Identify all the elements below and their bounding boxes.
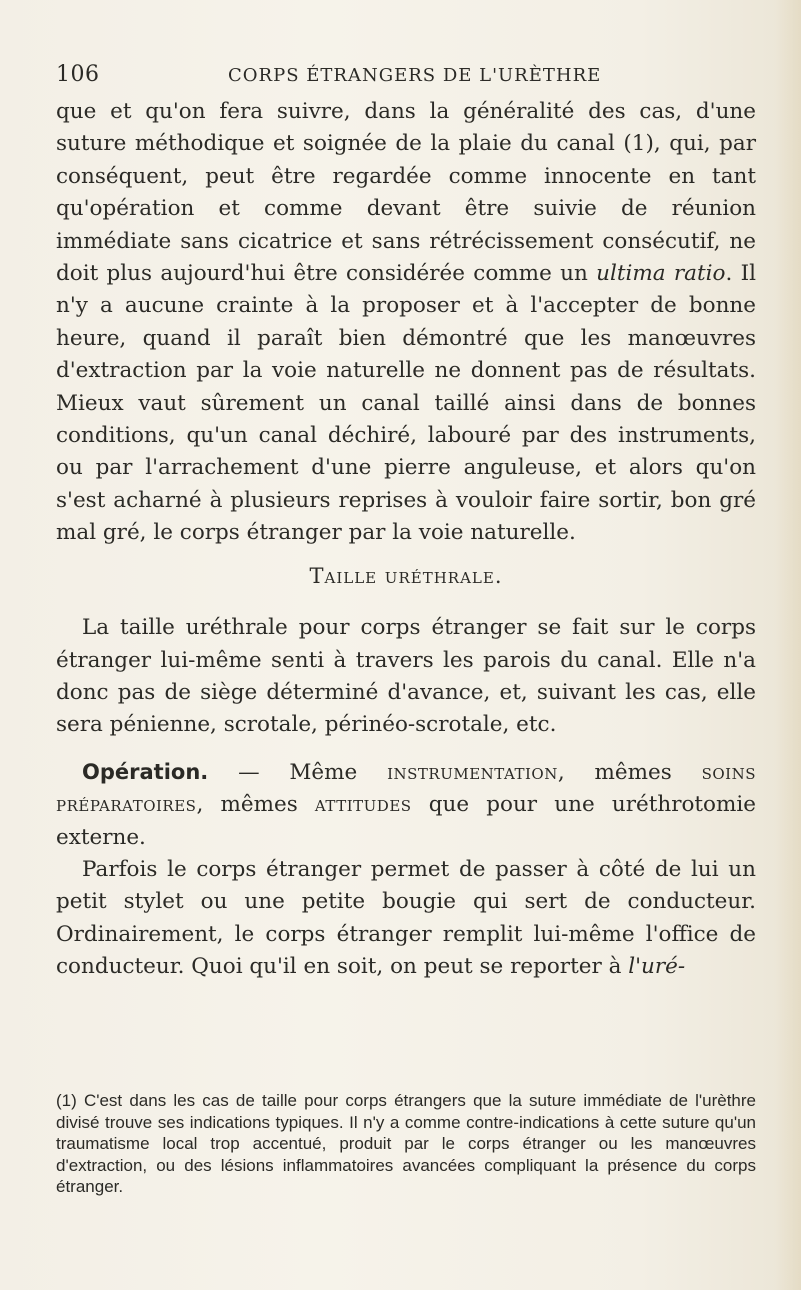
smallcaps-instrumentation: instrumentation	[387, 759, 558, 785]
paragraph1-part1: que et qu'on fera suivre, dans la généralité des cas, d'une suture méthodique et soignée de la plaie du canal (1), qui, par conséquent, peut être regardée comme innocente en tant qu'opération et comme devant être suivie de réunion immédiate sans cicatrice et sans rétrécissement consécutif, ne doit plus aujourd'hui être considérée comme un	[56, 99, 756, 287]
paragraph-conducteur	[56, 854, 756, 984]
body-text	[56, 96, 756, 984]
paragraph3-text: Parfois le corps étranger permet de passer à côté de lui un petit stylet ou une petite bougie qui sert de conducteur. Ordinairement, le corps étranger remplit lui-même l'office de conducteur. Quoi qu'il en soit, on peut se reporter à	[56, 856, 756, 980]
operation-mid2: , mêmes	[196, 792, 315, 818]
footnote: (1) C'est dans les cas de taille pour corps étrangers que la suture immédiate de l'urèthre divisé trouve ses indications typiques. Il n'y a comme contre-indications à cette suture qu'un traumatisme local trop accentué, produit par le corps étranger ou les manœuvres d'extraction, ou des lésions inflammatoires avancées compliquant la présence du corps étranger.	[56, 1091, 756, 1197]
section-heading: Taille uréthrale.	[309, 563, 503, 588]
italic-ultima-ratio: ultima ratio	[596, 261, 726, 287]
operation-heading: Opération.	[82, 759, 209, 784]
smallcaps-attitudes: attitudes	[314, 792, 412, 818]
paragraph-continuation	[56, 96, 756, 550]
operation-dash: — Même	[208, 759, 388, 785]
paragraph-operation	[56, 756, 756, 854]
page-number: 106	[56, 62, 100, 87]
smallcaps-soins: soins préparatoires	[56, 759, 756, 818]
paragraph-taille: La taille uréthrale pour corps étranger se fait sur le corps étranger lui-même senti à travers les parois du canal. Elle n'a donc pas de siège déterminé d'avance, et, suivant les cas, elle sera pénienne, scrotale, périnéo-scrotale, etc.	[56, 615, 756, 738]
page-edge-shadow	[775, 0, 801, 1290]
paragraph1-part2: . Il n'y a aucune crainte à la proposer et à l'accepter de bonne heure, quand il paraît bien démontré que les manœuvres d'extraction par la voie naturelle ne donnent pas de résultats. Mieux vaut sûrement un canal taillé ainsi dans de bonnes conditions, qu'un canal déchiré, labouré par des instruments, ou par l'arrachement d'une pierre anguleuse, et alors qu'on s'est acharné à plusieurs reprises à vouloir faire sortir, bon gré mal gré, le corps étranger par la voie naturelle.	[56, 261, 756, 546]
italic-ure: l'uré-	[628, 954, 686, 980]
operation-mid1: , mêmes	[557, 759, 702, 785]
running-head	[56, 62, 756, 92]
running-title: CORPS ÉTRANGERS DE L'URÈTHRE	[228, 65, 602, 86]
operation-tail: que pour une uréthrotomie externe.	[56, 792, 756, 850]
